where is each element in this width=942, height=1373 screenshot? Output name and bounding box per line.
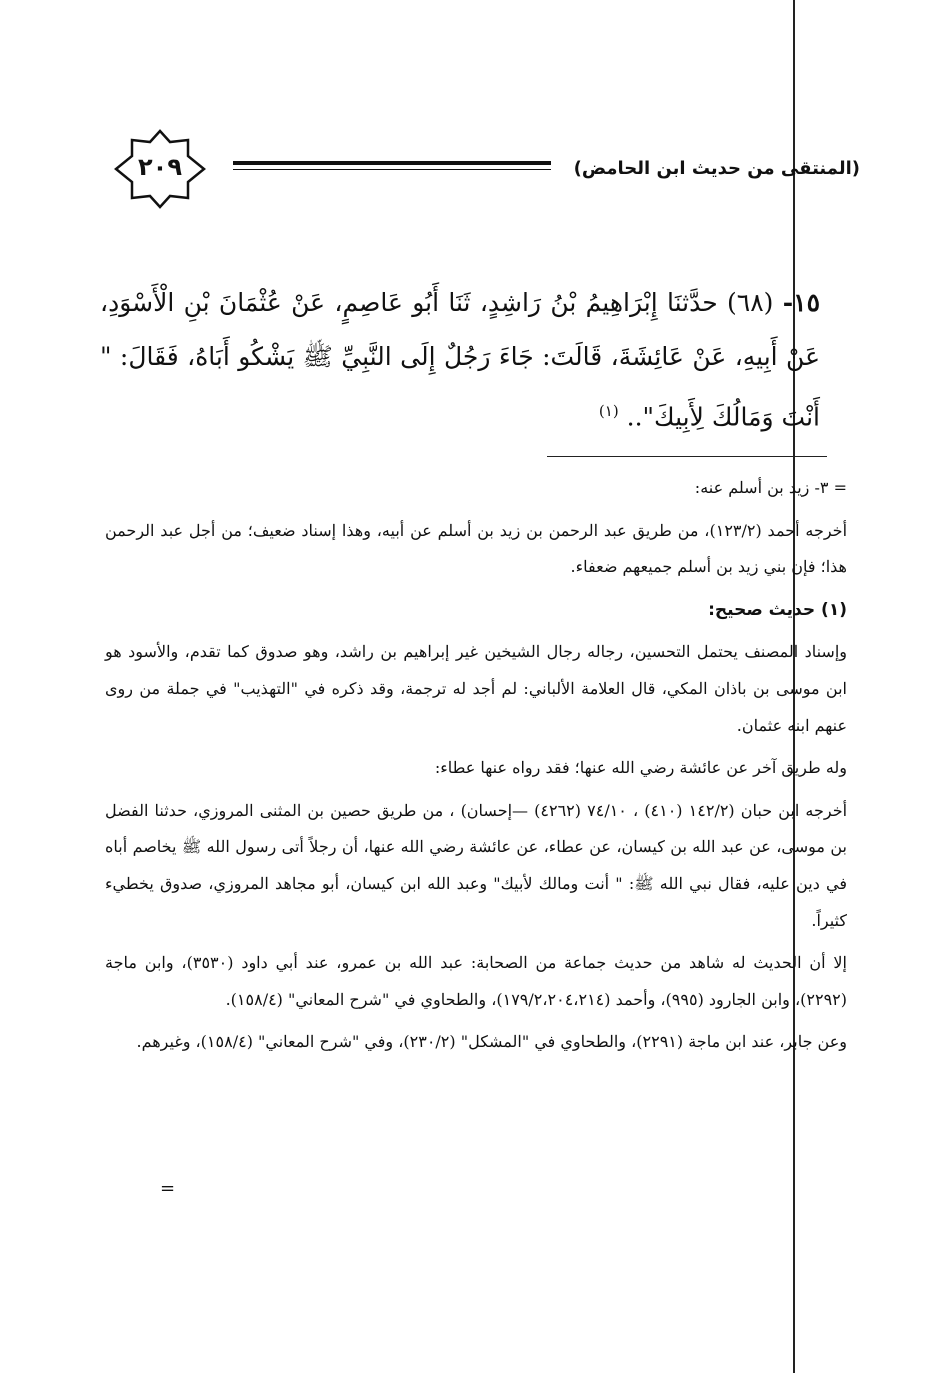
footnote-separator — [547, 456, 827, 457]
hadith-block — [100, 276, 820, 444]
footnote-paragraph: وعن جابر، عند ابن ماجة (٢٢٩١)، والطحاوي في "المشكل" (٢٣٠/٢)، وفي "شرح المعاني" (١٥٨/٤)، وغيرهم. — [136, 1032, 847, 1052]
hadith-text: (٦٨) حدَّثنَا إِبْرَاهِيمُ بْنُ رَاشِدٍ، ثَنَا أَبُو عَاصِمٍ، عَنْ عُثْمَانَ بْنِ الْأَسْوَدِ، عَنْ أَبِيهِ، عَنْ عَائِشَةَ، قَالَتَ: جَاءَ رَجُلٌ إِلَى النَّبِيِّ ﷺ يَشْكُو أَبَاهُ، فَقَالَ: " أَنْتَ وَمَالُكَ لِأَبِيكَ".. — [100, 288, 820, 432]
footnote-paragraph: إلا أن الحديث له شاهد من حديث جماعة من الصحابة: عبد الله بن عمرو، عند أبي داود (٣٥٣٠)، وابن ماجة (٢٢٩٢)، وابن الجارود (٩٩٥)، وأحمد (١٧٩/٢،٢٠٤،٢١٤)، والطحاوي في "شرح المعاني" (١٥٨/٤). — [105, 953, 848, 1009]
footnotes — [105, 470, 847, 1067]
footnote-paragraph: = ٣- زيد بن أسلم عنه: — [694, 478, 847, 497]
page-header — [100, 128, 860, 218]
page-number: ٢٠٩ — [138, 153, 182, 181]
footnote-paragraph: أخرجه أحمد (١٢٣/٢)، من طريق عبد الرحمن بن زيد بن أسلم عن أبيه، وهذا إسناد ضعيف؛ من أجل عبد الرحمن هذا؛ فإن بني زيد بن أسلم جميعهم ضعفاء. — [105, 520, 848, 577]
running-title: (المنتقى من حديث ابن الحامض) — [573, 158, 860, 179]
hadith-number: ١٥- — [782, 288, 820, 317]
page-number-badge — [112, 128, 208, 210]
footnote-heading: (١) حديث صحيح: — [708, 599, 847, 620]
header-double-rule — [233, 161, 551, 170]
footnote-paragraph: وله طريق آخر عن عائشة رضي الله عنها؛ فقد رواه عنها عطاء: — [434, 758, 847, 778]
footnote-paragraph: وإسناد المصنف يحتمل التحسين، رجاله رجال الشيخين غير إبراهيم بن راشد، وهو صدوق كما تقدم، والأسود هو ابن موسى بن باذان المكي، قال العلامة الألباني: لم أجد له ترجمة، وقد ذكره في "التهذيب" في جملة من روى عنهم ابنه عثمان. — [105, 642, 847, 735]
footnote-ref: (١) — [598, 402, 619, 420]
continuation-mark: = — [160, 1178, 176, 1199]
footnote-paragraph: أخرجه ابن حبان (١٤٢/٢ (٤١٠) ، ٧٤/١٠ (٤٢٦٢) —إحسان) ، من طريق حصين بن المثنى المروزي، حدثنا الفضل بن موسى، عن عبد الله بن كيسان، عن عطاء، عن عائشة رضي الله عنها، أن رجلاً أتى رسول الله ﷺ يخاصم أباه في دين عليه، فقال نبي الله ﷺ: " أنت ومالك لأبيك" وعبد الله ابن كيسان، أبو مجاهد المروزي، صدوق يخطيء كثيراً. — [105, 800, 848, 930]
